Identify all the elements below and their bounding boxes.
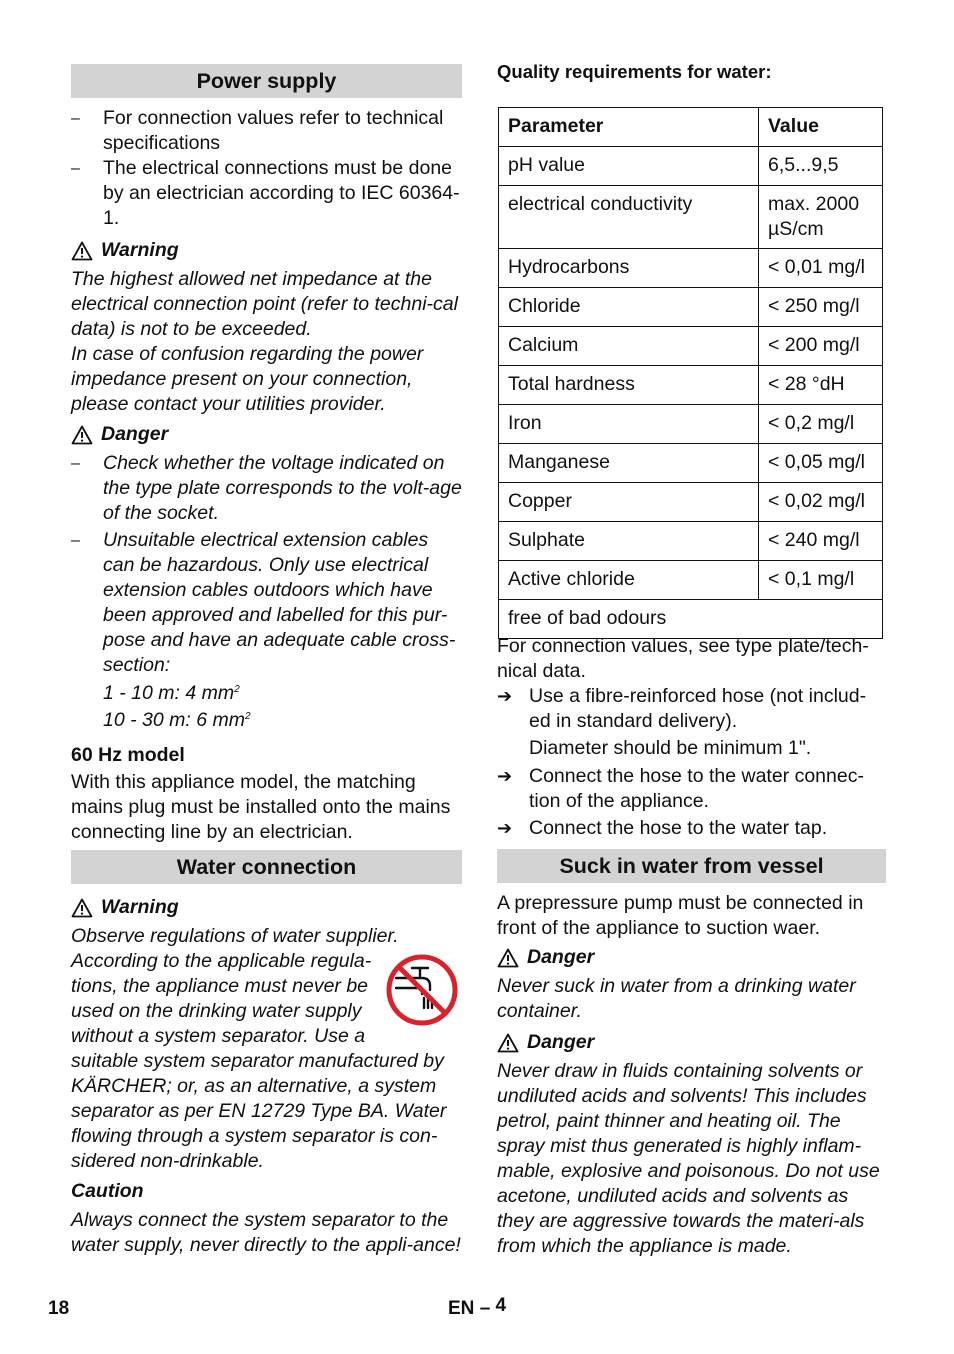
suck-block: [497, 891, 886, 1259]
warning-text-line: without a system separator. Use a: [71, 1025, 366, 1047]
table-cell: Hydrocarbons: [499, 249, 759, 288]
footer-lang: EN: [448, 1298, 475, 1319]
table-cell: Sulphate: [499, 522, 759, 561]
step-item: [497, 684, 886, 761]
arrow-right-icon: ➔: [497, 818, 513, 838]
caution-text: Always connect the system separator to the water supply, never directly to the appli-ance!: [71, 1209, 461, 1256]
page-footer-label: [448, 1296, 506, 1321]
warning-triangle-icon: [497, 1033, 519, 1053]
table-cell: < 240 mg/l: [759, 522, 883, 561]
list-item-text: Unsuitable electrical extension cables can be hazardous. Only use electrical extension cables outdoors which have been approved and labelled for this pur-pose and have an adequate cable cross-section:: [103, 529, 456, 676]
list-item: [71, 106, 462, 156]
dash-bullet: –: [71, 532, 80, 549]
table-row: [499, 147, 883, 186]
warning-heading: [71, 895, 462, 920]
footer-subpage: 4: [495, 1295, 507, 1316]
warning-text-line: used on the drinking water supply: [71, 1000, 362, 1022]
table-row: [499, 405, 883, 444]
step-item: [497, 764, 886, 814]
dash-bullet: –: [71, 160, 80, 177]
list-item-text: Check whether the voltage indicated on the type plate corresponds to the volt-age of the socket.: [103, 452, 462, 524]
section-heading-suck-in-water: Suck in water from vessel: [497, 849, 886, 883]
table-row: [499, 600, 883, 639]
section-heading-water-connection: Water connection: [71, 850, 462, 884]
warning-triangle-icon: [71, 898, 93, 918]
step-text: Connect the hose to the water connec-tion of the appliance.: [529, 765, 864, 812]
table-cell: < 0,05 mg/l: [759, 444, 883, 483]
danger-heading: [71, 422, 462, 447]
no-drinking-water-icon: [386, 954, 458, 1033]
footer-sep: –: [479, 1298, 491, 1319]
table-row: [499, 249, 883, 288]
warning-triangle-icon: [71, 241, 93, 261]
hz-model-heading: 60 Hz model: [71, 744, 185, 766]
table-cell: < 28 °dH: [759, 366, 883, 405]
dash-bullet: –: [71, 455, 80, 472]
warning-text-line: According to the applicable regula-: [71, 950, 372, 972]
suck-intro-text: A prepressure pump must be connected in front of the appliance to suction waer.: [497, 892, 864, 939]
table-row: [499, 288, 883, 327]
danger-heading: [497, 945, 886, 970]
section-heading-power-supply: Power supply: [71, 64, 462, 98]
table-row: [499, 327, 883, 366]
list-item: [71, 156, 462, 231]
danger-label: Danger: [527, 1031, 595, 1053]
table-header-cell: Value: [759, 108, 883, 147]
warning-text-line: tions, the appliance must never be: [71, 975, 369, 997]
warning-text: In case of confusion regarding the power impedance present on your connection, please contact your utilities provider.: [71, 343, 424, 415]
cable-spec-sup: 2: [234, 684, 240, 695]
table-cell: 6,5...9,5: [759, 147, 883, 186]
table-row: [499, 522, 883, 561]
danger-label: Danger: [101, 423, 169, 445]
table-row: [499, 483, 883, 522]
warning-triangle-icon: [71, 425, 93, 445]
power-supply-list: [71, 106, 462, 231]
table-row: [499, 561, 883, 600]
danger-text: Never draw in fluids containing solvents or undiluted acids and solvents! This includes petrol, paint thinner and heating oil. The spray mist thus generated is highly inflam-mable, explosive and poisonous. Do not use acetone, undiluted acids and solvents as they are aggressive towards the materi-als from which the appliance is made.: [497, 1060, 880, 1257]
table-header-cell: Parameter: [499, 108, 759, 147]
hz-model-block: [71, 743, 462, 845]
table-cell: < 0,2 mg/l: [759, 405, 883, 444]
warning-heading: [71, 238, 462, 263]
table-cell: Manganese: [499, 444, 759, 483]
warning-text: suitable system separator manufactured by KÄRCHER; or, as an alternative, a system separator as per EN 12729 Type BA. Water flowing through a system separator is con-sidered non-drinkable.: [71, 1050, 447, 1172]
page-number: 18: [48, 1298, 70, 1319]
danger-text: Never suck in water from a drinking water container.: [497, 975, 856, 1022]
table-cell: < 0,1 mg/l: [759, 561, 883, 600]
warning-text: The highest allowed net impedance at the electrical connection point (refer to techni-cal data) is not to be exceeded.: [71, 268, 458, 340]
step-item: [497, 816, 886, 841]
table-cell: max. 2000 µS/cm: [759, 186, 883, 249]
cable-spec: [71, 681, 462, 706]
table-cell: < 0,01 mg/l: [759, 249, 883, 288]
table-cell: electrical conductivity: [499, 186, 759, 249]
table-header-row: [499, 108, 883, 147]
table-cell: pH value: [499, 147, 759, 186]
warning-label: Warning: [101, 239, 179, 261]
connection-block: [497, 634, 886, 841]
quality-table: [498, 107, 883, 639]
table-cell: < 0,02 mg/l: [759, 483, 883, 522]
list-item-text: For connection values refer to technical specifications: [103, 107, 444, 154]
cable-spec-text: 10 - 30 m: 6 mm: [103, 709, 245, 731]
cable-spec-sup: 2: [244, 711, 251, 722]
dash-bullet: –: [71, 110, 80, 127]
warning-label: Warning: [101, 896, 179, 918]
warning-block: [71, 238, 462, 417]
cable-spec: [71, 708, 462, 733]
list-item: [71, 528, 462, 678]
table-cell: < 250 mg/l: [759, 288, 883, 327]
table-row: [499, 186, 883, 249]
danger-label: Danger: [527, 946, 595, 968]
hz-model-text: With this appliance model, the matching mains plug must be installed onto the mains connecting line by an electrician.: [71, 771, 451, 843]
danger-block: [71, 422, 462, 733]
step-text: Use a fibre-reinforced hose (not includ-ed in standard delivery).: [529, 685, 867, 732]
table-row: [499, 444, 883, 483]
arrow-right-icon: ➔: [497, 766, 513, 786]
table-cell: Copper: [499, 483, 759, 522]
caution-block: [71, 1179, 462, 1258]
warning-triangle-icon: [497, 948, 519, 968]
warning-text: Observe regulations of water supplier.: [71, 925, 399, 947]
quality-heading: Quality requirements for water:: [497, 61, 772, 82]
table-cell: Calcium: [499, 327, 759, 366]
table-cell: Chloride: [499, 288, 759, 327]
table-cell: Active chloride: [499, 561, 759, 600]
table-cell: free of bad odours: [499, 600, 883, 639]
step-subtext: Diameter should be minimum 1".: [529, 737, 812, 759]
arrow-right-icon: ➔: [497, 686, 513, 706]
table-cell: Total hardness: [499, 366, 759, 405]
list-item-text: The electrical connections must be done by an electrician according to IEC 60364-1.: [103, 157, 460, 229]
water-warning-block: [71, 895, 462, 1174]
table-row: [499, 366, 883, 405]
connection-text: For connection values, see type plate/tech-nical data.: [497, 635, 869, 682]
caution-label: Caution: [71, 1180, 144, 1202]
table-cell: < 200 mg/l: [759, 327, 883, 366]
danger-heading: [497, 1030, 886, 1055]
list-item: [71, 451, 462, 526]
step-text: Connect the hose to the water tap.: [529, 817, 828, 839]
table-cell: Iron: [499, 405, 759, 444]
cable-spec-text: 1 - 10 m: 4 mm: [103, 682, 235, 704]
